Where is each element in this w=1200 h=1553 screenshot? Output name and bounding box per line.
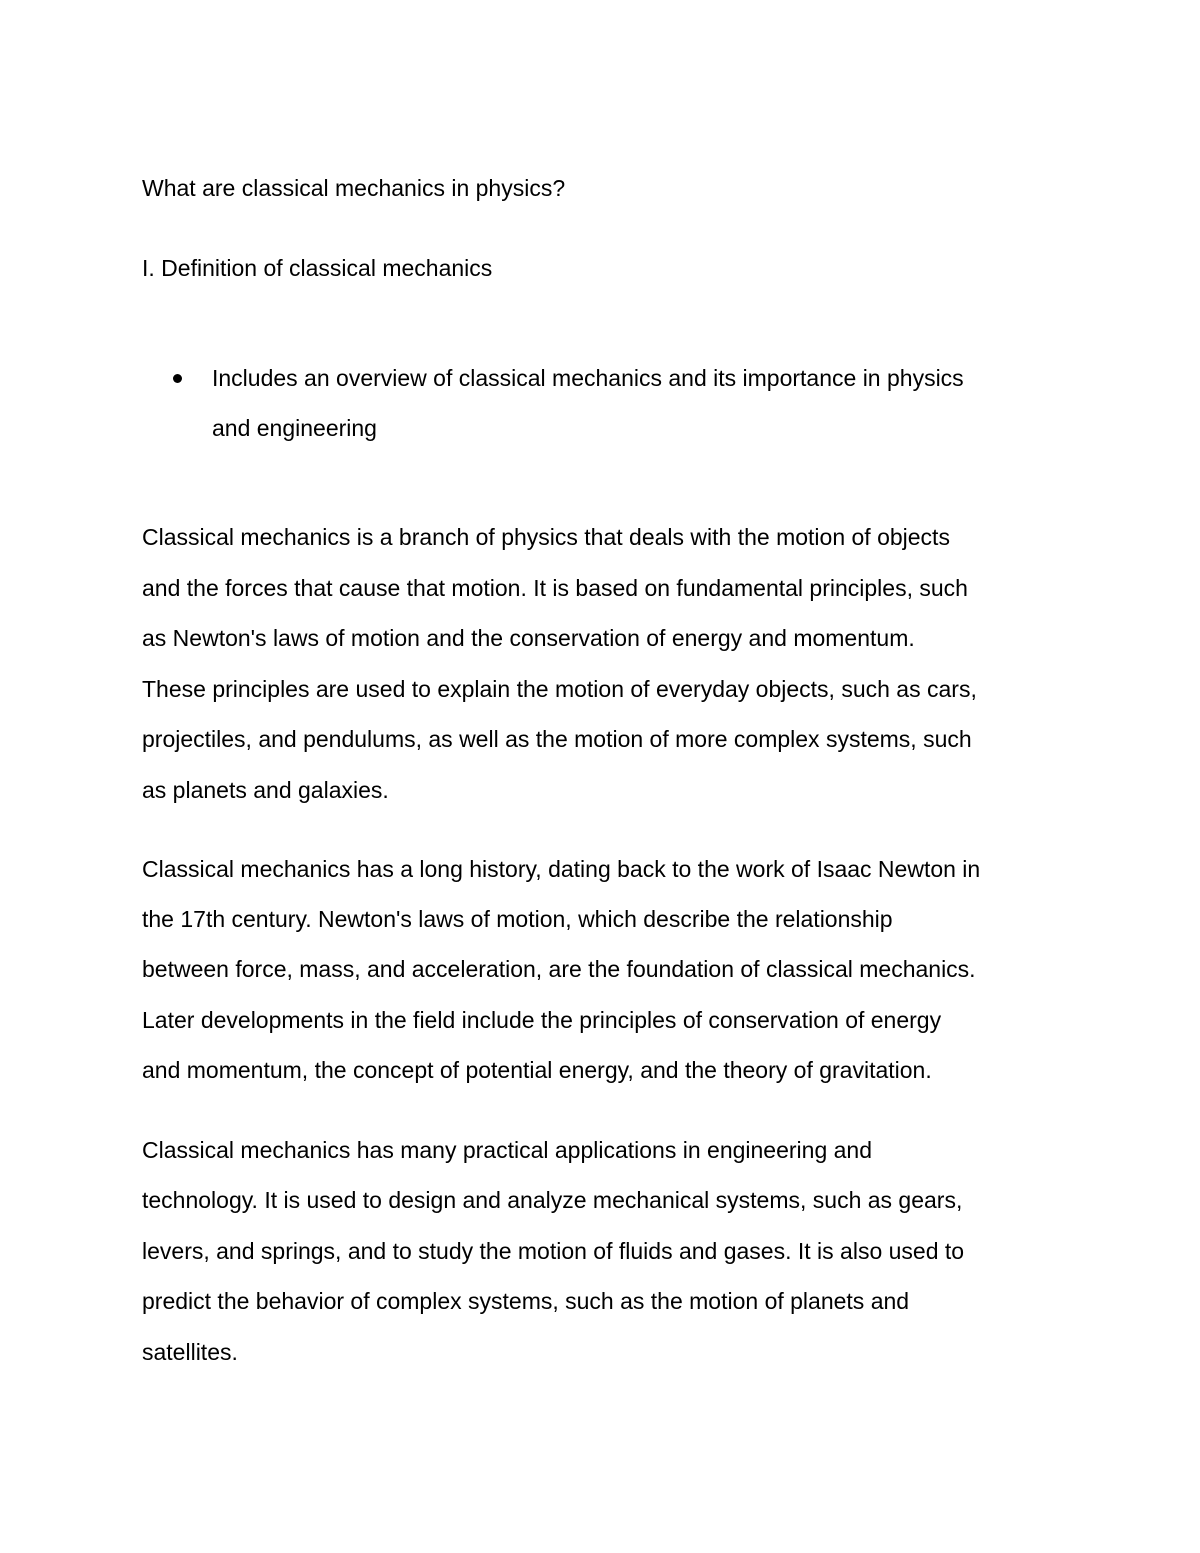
paragraph-line: and the forces that cause that motion. It is based on fundamental principles, such bbox=[142, 575, 968, 601]
document-title: What are classical mechanics in physics? bbox=[142, 175, 566, 201]
paragraph-line: technology. It is used to design and analyze mechanical systems, such as gears, bbox=[142, 1187, 963, 1213]
section-heading: I. Definition of classical mechanics bbox=[142, 255, 493, 281]
paragraph-line: These principles are used to explain the motion of everyday objects, such as cars, bbox=[142, 676, 977, 702]
paragraph-line: between force, mass, and acceleration, are the foundation of classical mechanics. bbox=[142, 956, 976, 982]
paragraph-line: as planets and galaxies. bbox=[142, 777, 389, 803]
paragraph-line: Later developments in the field include the principles of conservation of energy bbox=[142, 1007, 942, 1033]
paragraph-line: Classical mechanics is a branch of physics that deals with the motion of objects bbox=[142, 524, 950, 550]
paragraph-line: and momentum, the concept of potential energy, and the theory of gravitation. bbox=[142, 1057, 932, 1083]
paragraph-line: as Newton's laws of motion and the conservation of energy and momentum. bbox=[142, 625, 915, 651]
paragraph-line: Classical mechanics has a long history, dating back to the work of Isaac Newton in bbox=[142, 856, 981, 882]
paragraph-line: the 17th century. Newton's laws of motion, which describe the relationship bbox=[142, 906, 893, 932]
bullet-line: Includes an overview of classical mechanics and its importance in physics bbox=[212, 365, 964, 391]
bullet-line: and engineering bbox=[212, 415, 377, 441]
paragraph-line: projectiles, and pendulums, as well as the motion of more complex systems, such bbox=[142, 726, 972, 752]
paragraph-line: predict the behavior of complex systems, such as the motion of planets and bbox=[142, 1288, 910, 1314]
paragraph-line: satellites. bbox=[142, 1339, 238, 1365]
bullet-dot-icon bbox=[173, 374, 182, 383]
paragraph-line: Classical mechanics has many practical applications in engineering and bbox=[142, 1137, 873, 1163]
paragraph-line: levers, and springs, and to study the motion of fluids and gases. It is also used to bbox=[142, 1238, 965, 1264]
